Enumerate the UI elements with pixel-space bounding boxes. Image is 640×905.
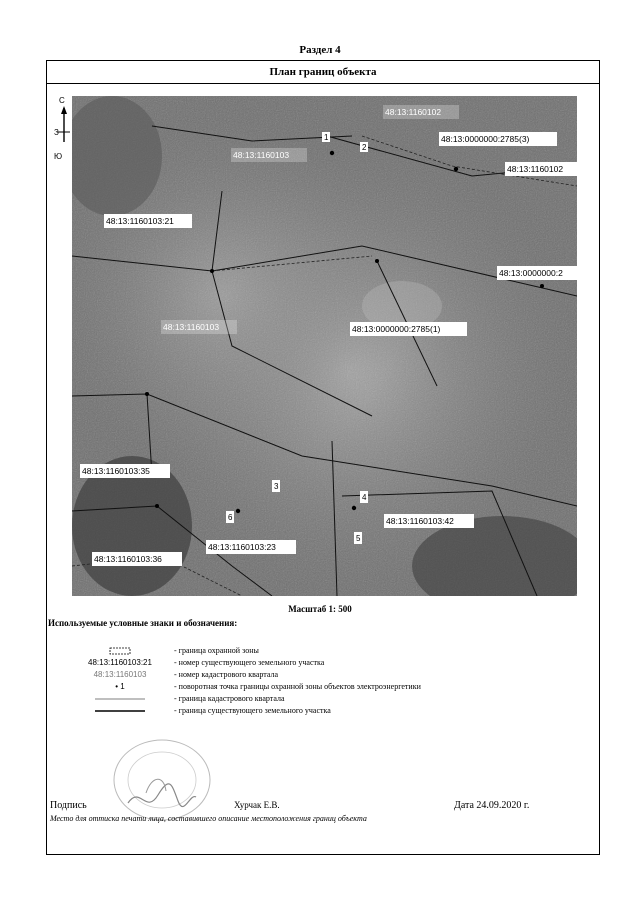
turning-point [155, 504, 159, 508]
signatory-name: Хурчак Е.В. [234, 800, 280, 810]
turning-point [236, 509, 240, 513]
parcel-label: 48:13:1160103:23 [208, 542, 276, 552]
quarter-boundary-line-icon [60, 693, 180, 705]
quarter-label: 48:13:1160103 [163, 322, 220, 332]
parcel-label: 48:13:1160103:21 [106, 216, 174, 226]
signature-row [50, 800, 550, 814]
point-label-5: 5 [356, 534, 361, 543]
legend-desc: - граница существующего земельного участка [174, 706, 331, 715]
protection-zone-symbol-icon [60, 645, 180, 657]
compass-south-west: Ю [54, 152, 63, 161]
compass-west: З [54, 128, 59, 137]
legend-symbol: 48:13:1160103:21 [88, 658, 152, 667]
scale-text: Масштаб 1: 500 [288, 604, 352, 614]
parcel-label: 48:13:0000000:2785(1) [352, 324, 441, 334]
compass-north: С [59, 96, 65, 105]
point-label-1: 1 [324, 133, 329, 142]
quarter-label: 48:13:1160102 [385, 107, 442, 117]
legend-desc: - граница охранной зоны [174, 646, 259, 655]
legend-desc: - граница кадастрового квартала [174, 694, 285, 703]
parcel-label: 48:13:1160103:36 [94, 554, 162, 564]
plan-title: План границ объекта [46, 60, 600, 84]
turning-point [210, 269, 214, 273]
point-label-4: 4 [362, 493, 367, 502]
parcel-label: 48:13:1160102 [507, 164, 564, 174]
turning-point [145, 392, 149, 396]
legend-desc: - поворотная точка границы охранной зоны объектов электроэнергетики [174, 682, 421, 691]
parcel-label: 48:13:1160103:35 [82, 466, 150, 476]
legend-desc: - номер существующего земельного участка [174, 658, 325, 667]
legend-desc: - номер кадастрового квартала [174, 670, 279, 679]
compass [54, 96, 72, 166]
legend-symbol: 48:13:1160103 [93, 670, 147, 679]
signature-label: Подпись [50, 800, 87, 811]
signature-date: Дата 24.09.2020 г. [454, 800, 530, 811]
parcel-label: 48:13:1160103:42 [386, 516, 454, 526]
legend-symbol: • 1 [115, 682, 125, 691]
legend-title: Используемые условные знаки и обозначения: [48, 618, 238, 628]
parcel-boundary-line-icon [60, 705, 180, 717]
turning-point [352, 506, 356, 510]
quarter-label: 48:13:1160103 [233, 150, 290, 160]
turning-point [330, 151, 334, 155]
point-label-6: 6 [228, 513, 233, 522]
aerial-map[interactable] [72, 96, 577, 596]
parcel-label: 48:13:0000000:2 [499, 268, 563, 278]
map-canvas [72, 96, 577, 596]
turning-point [540, 284, 544, 288]
point-label-2: 2 [362, 143, 367, 152]
parcel-label: 48:13:0000000:2785(3) [441, 134, 530, 144]
turning-point [454, 167, 458, 171]
section-title: Раздел 4 [299, 44, 341, 56]
stamp-place-note: Место для оттиска печати лица, составившего описание местоположения границ объекта [50, 814, 367, 823]
point-label-3: 3 [274, 482, 279, 491]
turning-point [375, 259, 379, 263]
